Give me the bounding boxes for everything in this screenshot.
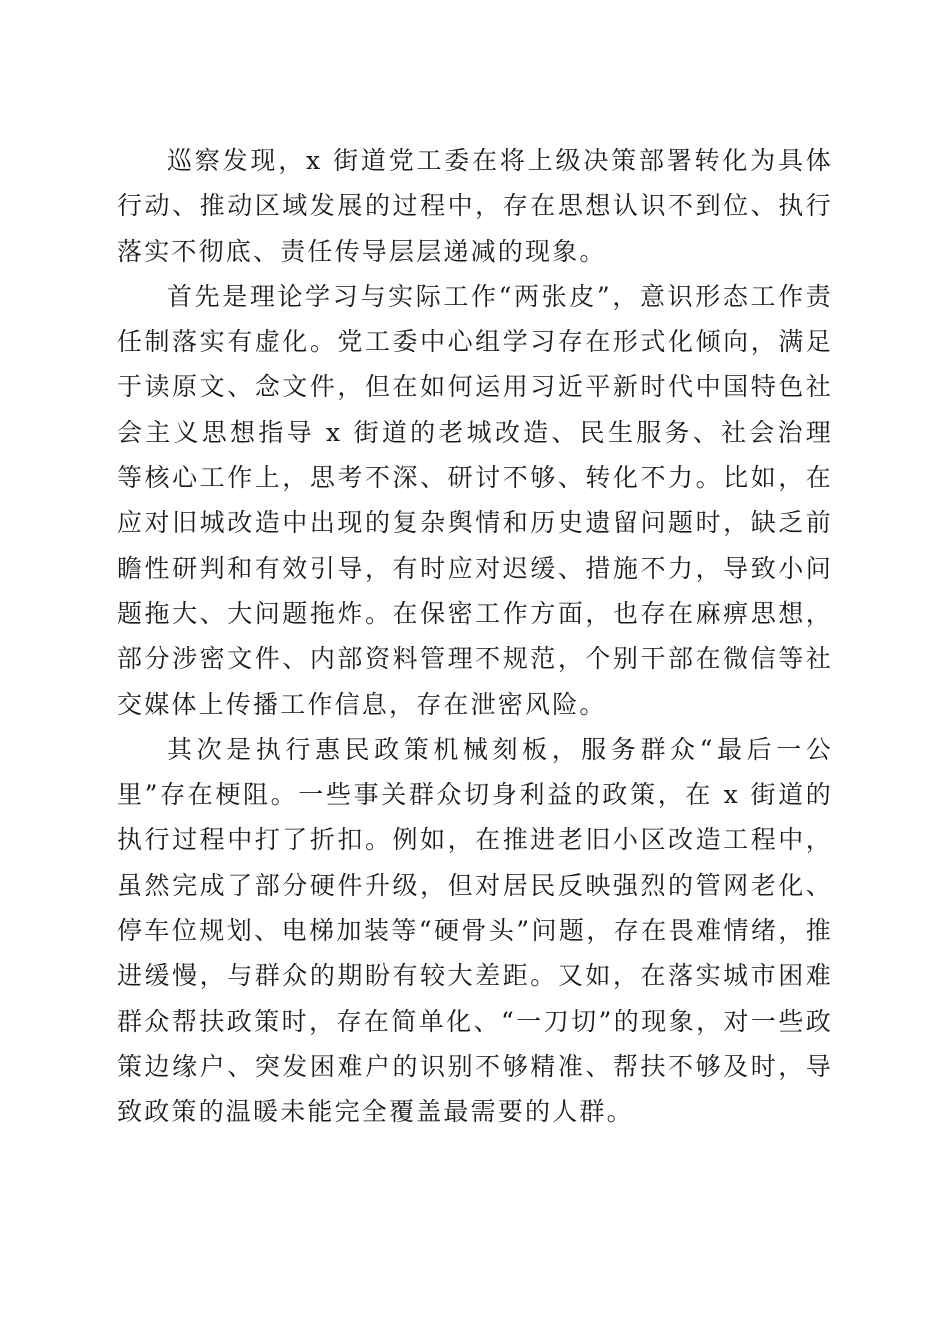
- document-body: [117, 138, 833, 1135]
- paragraph-theory-practice-gap: 首先是理论学习与实际工作“两张皮”，意识形态工作责任制落实有虚化。党工委中心组学习存在形式化倾向，满足于读原文、念文件，但在如何运用习近平新时代中国特色社会主义思想指导 x 街道的老城改造、民生服务、社会治理等核心工作上，思考不深、研讨不够、转化不力。比如，在应对旧城改造中出现的复杂舆情和历史遗留问题时，缺乏前瞻性研判和有效引导，有时应对迟缓、措施不力，导致小问题拖大、大问题拖炸。在保密工作方面，也存在麻痹思想，部分涉密文件、内部资料管理不规范，个别干部在微信等社交媒体上传播工作信息，存在泄密风险。: [117, 281, 833, 719]
- paragraph-policy-execution: 其次是执行惠民政策机械刻板，服务群众“最后一公里”存在梗阻。一些事关群众切身利益的政策，在 x 街道的执行过程中打了折扣。例如，在推进老旧小区改造工程中，虽然完成了部分硬件升级，但对居民反映强烈的管网老化、停车位规划、电梯加装等“硬骨头”问题，存在畏难情绪，推进缓慢，与群众的期盼有较大差距。又如，在落实城市困难群众帮扶政策时，存在简单化、“一刀切”的现象，对一些政策边缘户、突发困难户的识别不够精准、帮扶不够及时，导致政策的温暖未能完全覆盖最需要的人群。: [117, 734, 833, 1127]
- paragraph-inspection-findings: 巡察发现，x 街道党工委在将上级决策部署转化为具体行动、推动区域发展的过程中，存在思想认识不到位、执行落实不彻底、责任传导层层递减的现象。: [117, 146, 833, 266]
